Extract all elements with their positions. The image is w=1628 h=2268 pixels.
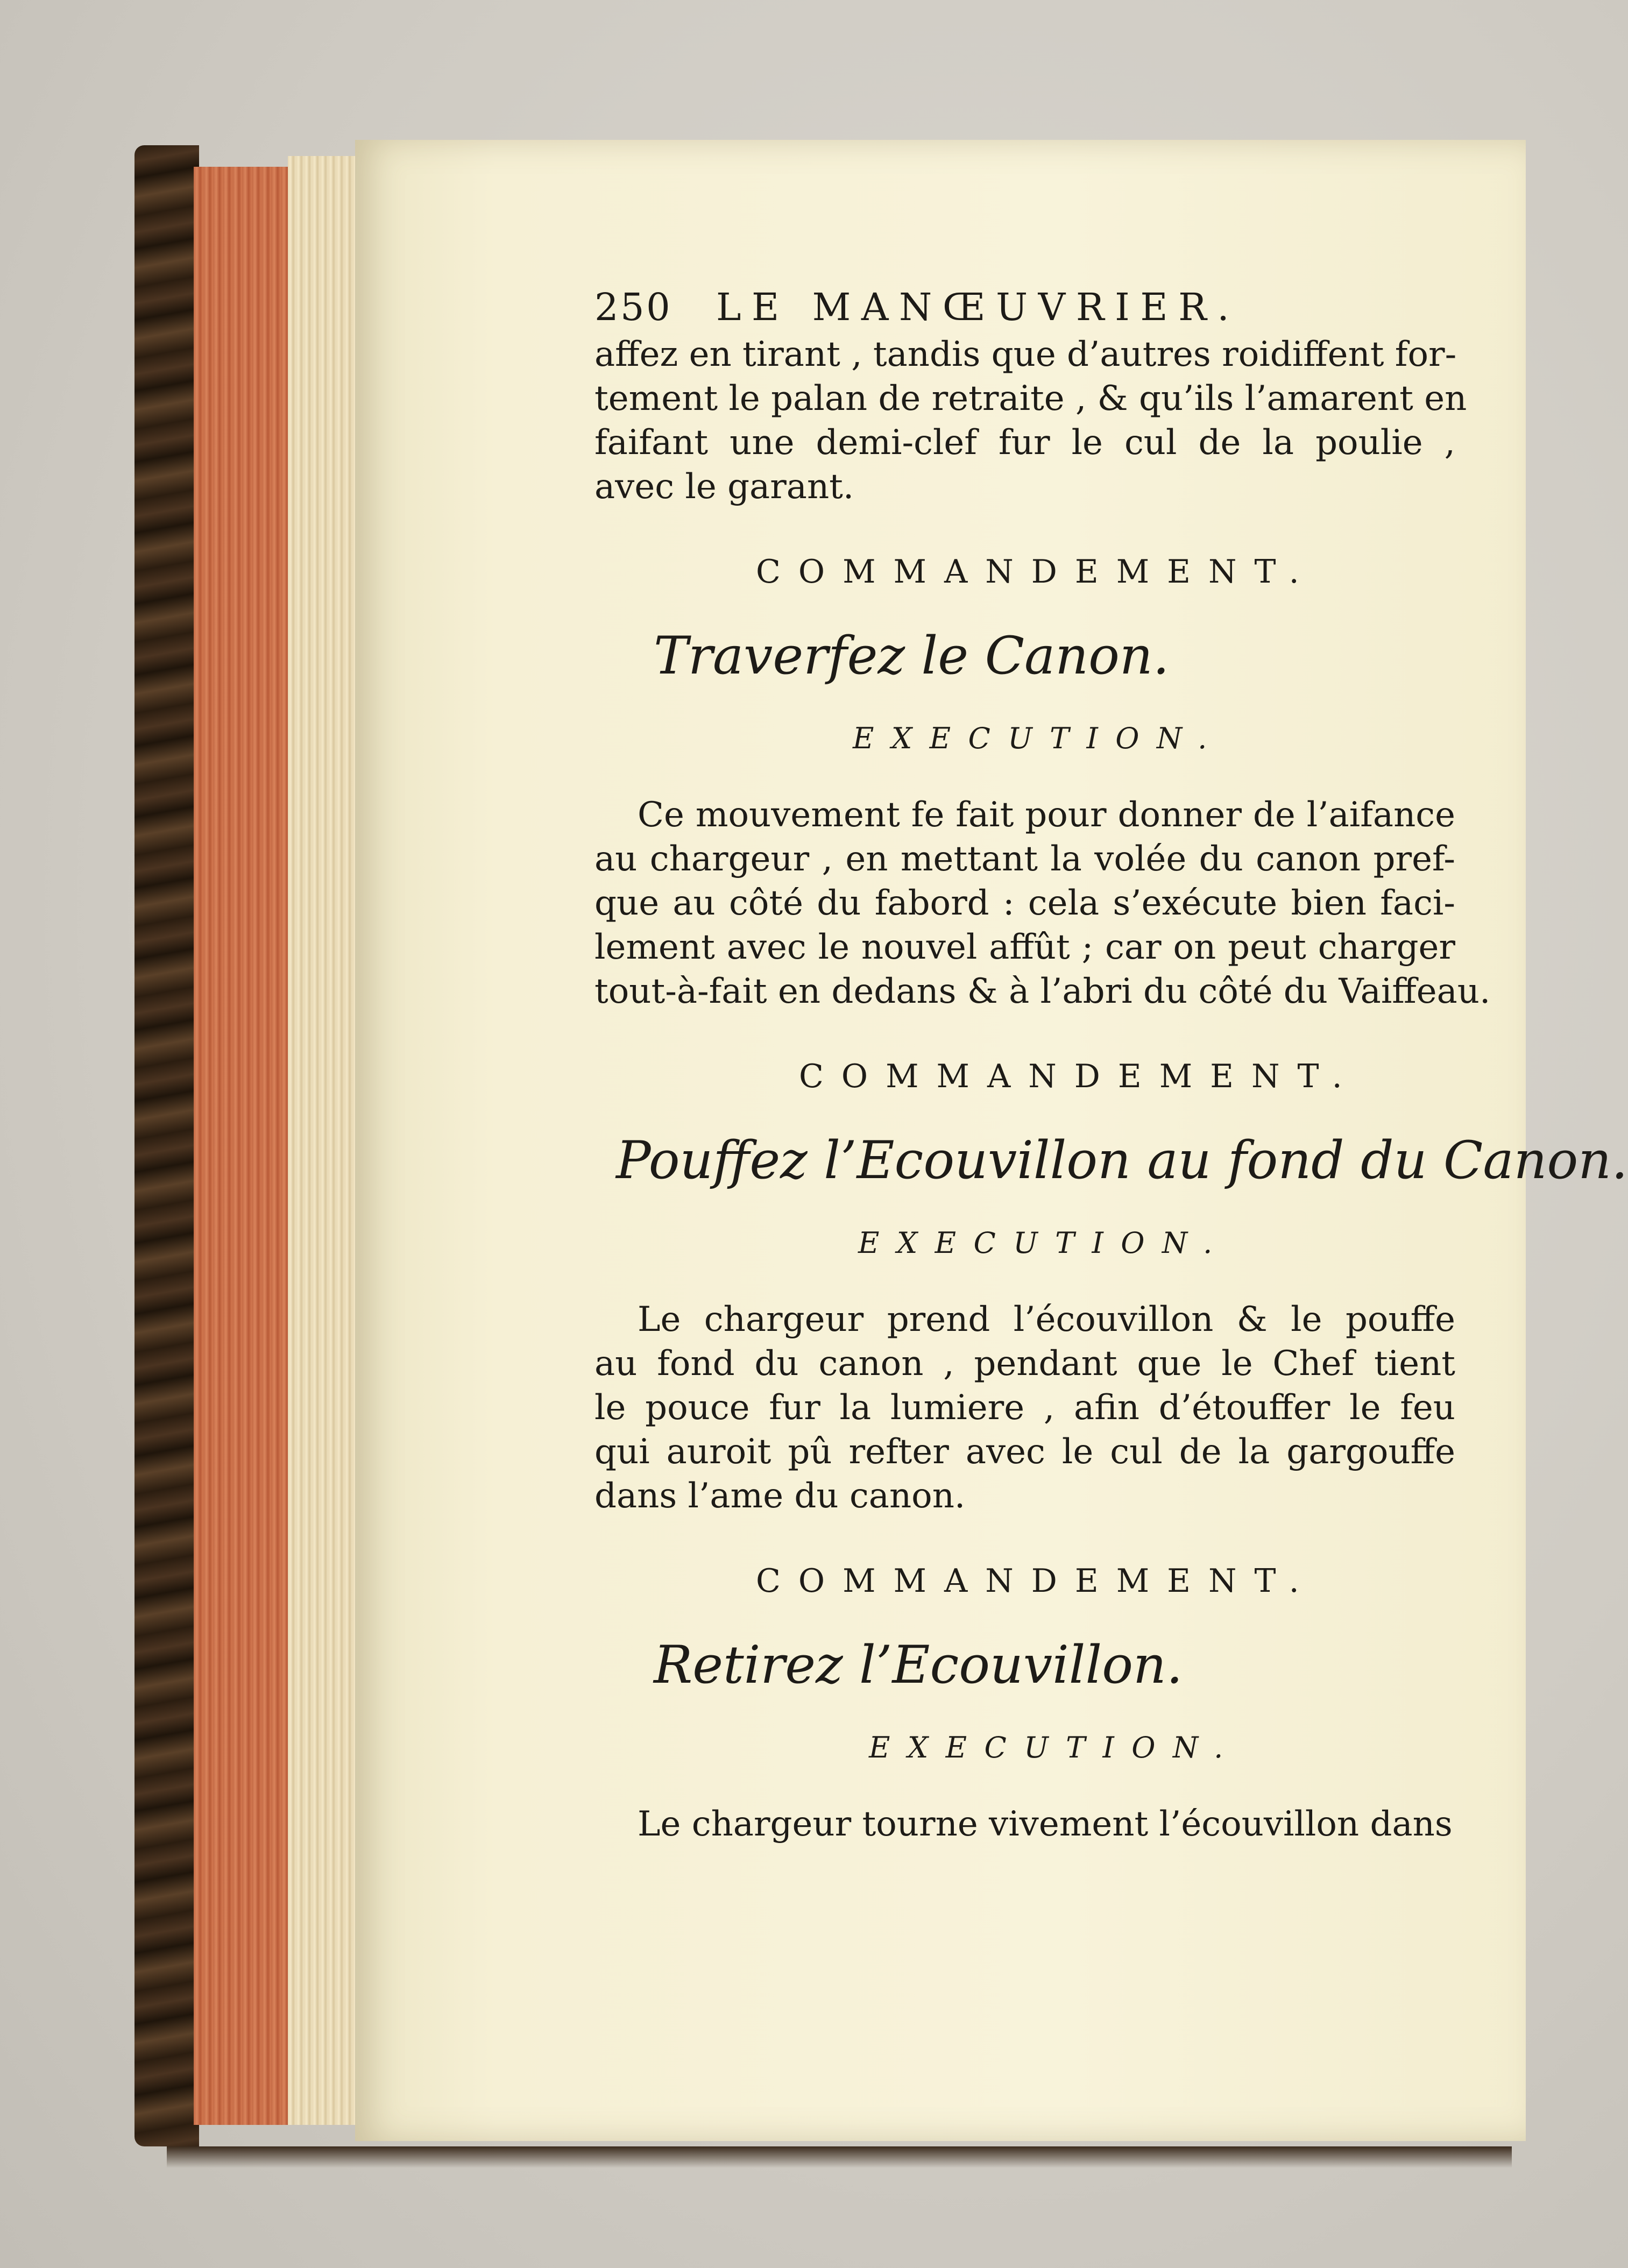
order-text: Retirez l’Ecouvillon. [654, 1635, 1183, 1695]
text-line: faifant une demi-clef fur le cul de la poulie , [594, 423, 1455, 463]
order-text: Pouffez l’Ecouvillon au fond du Canon. [616, 1130, 1628, 1190]
paragraph [594, 1298, 1455, 1518]
text-line: Le chargeur tourne vivement l’écouvillon dans [638, 1804, 1453, 1844]
paragraph [594, 332, 1467, 509]
text-line: au fond du canon , pendant que le Chef tient [594, 1344, 1455, 1384]
text-line: avec le garant. [594, 467, 854, 507]
paragraph [594, 793, 1491, 1013]
text-line: lement avec le nouvel affût ; car on peut charger [594, 927, 1455, 967]
execution-heading: EXECUTION. [853, 721, 1224, 755]
text-line: qui auroit pû refter avec le cul de la gargouffe [594, 1432, 1455, 1472]
page-text [594, 285, 1628, 1887]
command-heading: COMMANDEMENT. [799, 1058, 1360, 1095]
command-heading: COMMANDEMENT. [756, 553, 1317, 591]
text-line: tout-à-fait en dedans & à l’abri du côté du Vaiffeau. [594, 972, 1491, 1011]
book-cover-spine [135, 145, 199, 2146]
page-number: 250 [594, 285, 673, 329]
text-line: Le chargeur prend l’écouvillon & le pouffe [638, 1300, 1455, 1339]
page-edge-cream [288, 156, 358, 2125]
text-line: dans l’ame du canon. [594, 1476, 966, 1516]
execution-heading: EXECUTION. [858, 1226, 1230, 1260]
book-bottom-shadow [167, 2146, 1512, 2168]
order-text: Traverfez le Canon. [654, 626, 1170, 686]
page-edge-red [194, 167, 291, 2125]
text-line: affez en tirant , tandis que d’autres roidiffent for- [594, 335, 1457, 374]
text-line: au chargeur , en mettant la volée du canon pref- [594, 839, 1455, 879]
text-line: tement le palan de retraite , & qu’ils l’amarent en [594, 379, 1467, 419]
execution-heading: EXECUTION. [869, 1731, 1241, 1764]
text-line: que au côté du fabord : cela s’exécute bien faci- [594, 883, 1455, 923]
text-line: le pouce fur la lumiere , afin d’étouffer le feu [594, 1388, 1455, 1428]
paragraph [594, 1802, 1455, 1846]
running-header [594, 285, 1455, 329]
text-line: Ce mouvement fe fait pour donner de l’aifance [638, 795, 1455, 835]
running-title: LE MANŒUVRIER. [716, 285, 1240, 329]
command-heading: COMMANDEMENT. [756, 1562, 1317, 1600]
